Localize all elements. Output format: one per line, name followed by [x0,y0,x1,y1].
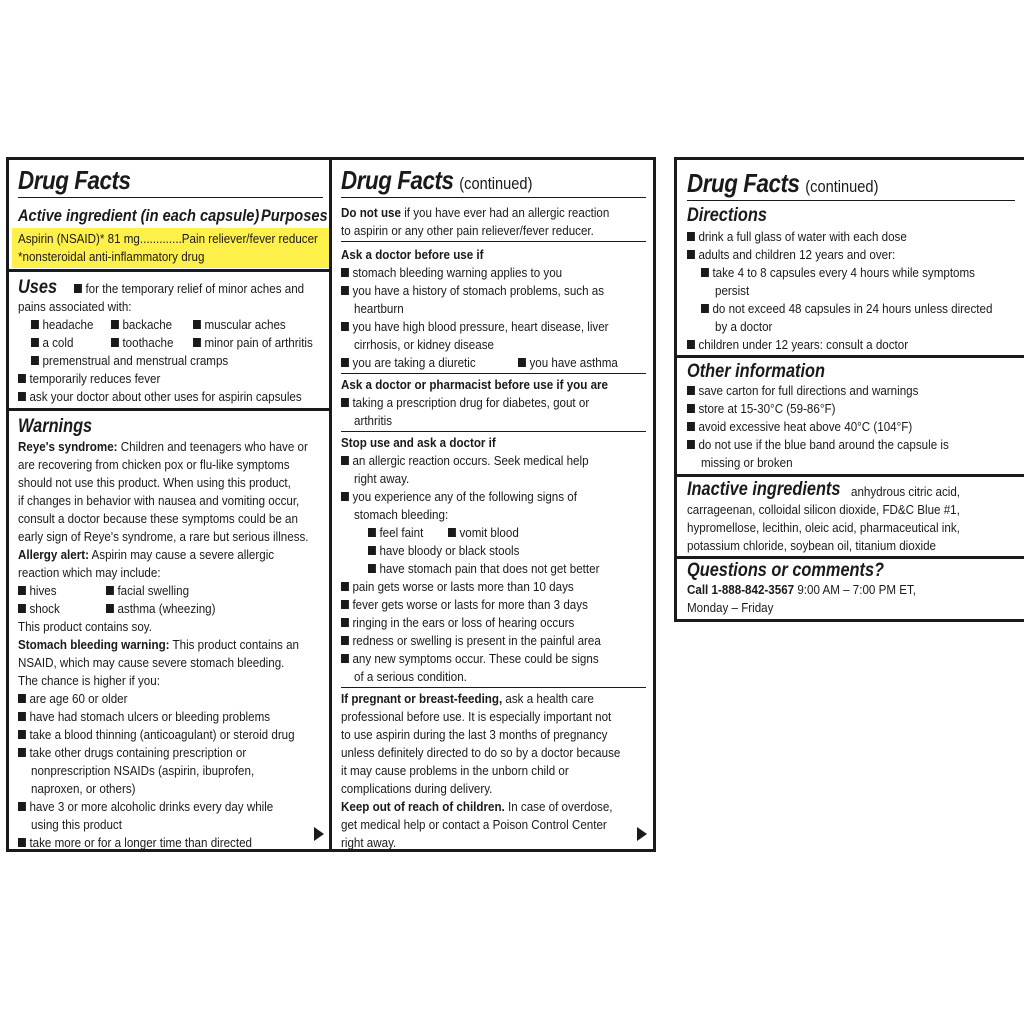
stomach-item: take more or for a longer time than directed [18,834,252,852]
keep-out-of-reach: Keep out of reach of children. In case of overdose, [341,799,613,814]
stop-use-item: you experience any of the following signs of [341,488,577,506]
pregnancy-warning-line: to use aspirin during the last 3 months of pregnancy [341,727,608,742]
phone-line: Call 1-888-842-3567 9:00 AM – 7:00 PM ET, [687,582,917,597]
other-info-item-cont: missing or broken [701,455,793,470]
keep-out-of-reach-line: right away. [341,835,397,850]
stomach-warning-line: NSAID, which may cause severe stomach bleeding. [18,655,285,670]
stop-use-item-cont: right away. [354,471,410,486]
direction-item: drink a full glass of water with each dose [687,228,907,246]
divider [677,556,1024,559]
stomach-item: are age 60 or older [18,690,128,708]
inactive-ingredients-line: anhydrous citric acid, [851,484,961,499]
stop-use-subitem: feel faint [368,524,423,542]
stop-use-item: an allergic reaction occurs. Seek medical help [341,452,589,470]
divider [341,241,646,242]
allergy-item: shock [18,600,60,618]
drug-facts-panel-3 [674,157,1024,622]
stomach-item-cont: naproxen, or others) [31,781,136,796]
allergy-alert: Allergy alert: Aspirin may cause a severe allergic [18,547,275,562]
stop-use-subitem: vomit blood [448,524,519,542]
stop-use-item: fever gets worse or lasts for more than 3 days [341,596,588,614]
use-item: a cold [31,334,73,352]
other-info-item: avoid excessive heat above 40°C (104°F) [687,418,912,436]
active-ingredient-heading: Active ingredient (in each capsule) [18,206,260,225]
stomach-warning-line: The chance is higher if you: [18,673,160,688]
panel-title: Drug Facts (continued) [687,168,879,198]
purposes-heading: Purposes [261,206,328,225]
stomach-item-cont: using this product [31,817,122,832]
pregnancy-warning-line: unless definitely directed to do so by a doctor because [341,745,621,760]
use-item: temporarily reduces fever [18,370,160,388]
hours-line: Monday – Friday [687,600,774,615]
divider [18,197,323,198]
reyes-warning-line: if changes in behavior with nausea and vomiting occur, [18,493,300,508]
ask-doctor-item: stomach bleeding warning applies to you [341,264,562,282]
direction-item: adults and children 12 years and over: [687,246,895,264]
stop-use-item: redness or swelling is present in the painful area [341,632,601,650]
panel-title: Drug Facts [18,165,131,195]
divider [341,197,646,198]
ask-doctor-item-cont: heartburn [354,301,404,316]
use-item: ask your doctor about other uses for aspirin capsules [18,388,302,406]
stop-use-subitem: have bloody or black stools [368,542,519,560]
divider [9,408,329,411]
do-not-use-line: to aspirin or any other pain reliever/fever reducer. [341,223,594,238]
allergy-item: facial swelling [106,582,189,600]
drug-facts-panel-2 [329,157,656,852]
stomach-item: have had stomach ulcers or bleeding problems [18,708,270,726]
divider [9,269,329,272]
allergy-item: hives [18,582,57,600]
reyes-warning: Reye's syndrome: Children and teenagers who have or [18,439,308,454]
active-ingredient-line: Aspirin (NSAID)* 81 mg.............Pain reliever/fever reducer [18,231,318,246]
pregnancy-warning-line: professional before use. It is especially important not [341,709,612,724]
uses-intro-2: pains associated with: [18,299,132,314]
inactive-ingredients-line: potassium chloride, soybean oil, titanium dioxide [687,538,936,553]
stop-use-item-cont: of a serious condition. [354,669,467,684]
direction-subitem-cont: by a doctor [715,319,773,334]
stomach-item: take a blood thinning (anticoagulant) or steroid drug [18,726,295,744]
stomach-item-cont: nonprescription NSAIDs (aspirin, ibuprofen, [31,763,255,778]
drug-facts-panel-1 [6,157,332,852]
ask-doctor-item-cont: cirrhosis, or kidney disease [354,337,494,352]
use-item: headache [31,316,93,334]
stomach-item: have 3 or more alcoholic drinks every day while [18,798,273,816]
uses-heading: Uses [18,277,58,298]
active-ingredient-note: *nonsteroidal anti-inflammatory drug [18,249,205,264]
ask-pharmacist-item: taking a prescription drug for diabetes, gout or [341,394,589,412]
use-item: minor pain of arthritis [193,334,313,352]
use-item: toothache [111,334,173,352]
use-item: muscular aches [193,316,286,334]
panel-title: Drug Facts (continued) [341,165,533,195]
ask-doctor-heading: Ask a doctor before use if [341,247,484,262]
divider [677,474,1024,477]
do-not-use: Do not use if you have ever had an allergic reaction [341,205,610,220]
continue-arrow-icon [637,827,647,841]
divider [341,431,646,432]
ask-doctor-item: you are taking a diuretic [341,354,476,372]
stomach-item: take other drugs containing prescription or [18,744,246,762]
allergy-alert-line: reaction which may include: [18,565,161,580]
uses-intro: for the temporary relief of minor aches and [74,280,304,298]
other-information-heading: Other information [687,361,825,382]
stop-use-item-cont: stomach bleeding: [354,507,449,522]
inactive-ingredients-line: hypromellose, lecithin, oleic acid, pharmaceutical ink, [687,520,960,535]
other-info-item: save carton for full directions and warnings [687,382,918,400]
reyes-warning-line: should not use this product. When using this product, [18,475,291,490]
directions-heading: Directions [687,205,767,226]
direction-subitem: take 4 to 8 capsules every 4 hours while symptoms [701,264,975,282]
direction-subitem-cont: persist [715,283,750,298]
divider [341,373,646,374]
pregnancy-warning-line: complications during delivery. [341,781,493,796]
allergy-item: asthma (wheezing) [106,600,215,618]
stop-use-item: ringing in the ears or loss of hearing occurs [341,614,574,632]
use-item: backache [111,316,172,334]
questions-heading: Questions or comments? [687,560,885,581]
direction-item: children under 12 years: consult a doctor [687,336,908,354]
ask-pharmacist-item-cont: arthritis [354,413,393,428]
direction-subitem: do not exceed 48 capsules in 24 hours unless directed [701,300,992,318]
ask-pharmacist-heading: Ask a doctor or pharmacist before use if you are [341,377,608,392]
pregnancy-warning-line: it may cause problems in the unborn child or [341,763,569,778]
keep-out-of-reach-line: get medical help or contact a Poison Control Center [341,817,607,832]
continue-arrow-icon [314,827,324,841]
divider [687,200,1015,201]
other-info-item: do not use if the blue band around the capsule is [687,436,949,454]
soy-note: This product contains soy. [18,619,152,634]
stomach-warning: Stomach bleeding warning: This product contains an [18,637,299,652]
stop-use-subitem: have stomach pain that does not get better [368,560,599,578]
active-ingredient-highlight [12,228,329,268]
stop-use-item: pain gets worse or lasts more than 10 days [341,578,574,596]
pregnancy-warning: If pregnant or breast-feeding, ask a health care [341,691,594,706]
reyes-warning-line: early sign of Reye's syndrome, a rare but serious illness. [18,529,309,544]
reyes-warning-line: consult a doctor because these symptoms could be an [18,511,298,526]
divider [677,355,1024,358]
warnings-heading: Warnings [18,416,93,437]
ask-doctor-item: you have asthma [518,354,618,372]
other-info-item: store at 15-30°C (59-86°F) [687,400,835,418]
use-item: premenstrual and menstrual cramps [31,352,228,370]
stop-use-heading: Stop use and ask a doctor if [341,435,496,450]
ask-doctor-item: you have high blood pressure, heart disease, liver [341,318,609,336]
inactive-ingredients-line: carrageenan, colloidal silicon dioxide, FD&C Blue #1, [687,502,960,517]
stop-use-item: any new symptoms occur. These could be signs [341,650,599,668]
divider [341,687,646,688]
inactive-ingredients-heading: Inactive ingredients [687,479,841,500]
reyes-warning-line: are recovering from chicken pox or flu-like symptoms [18,457,290,472]
ask-doctor-item: you have a history of stomach problems, such as [341,282,604,300]
